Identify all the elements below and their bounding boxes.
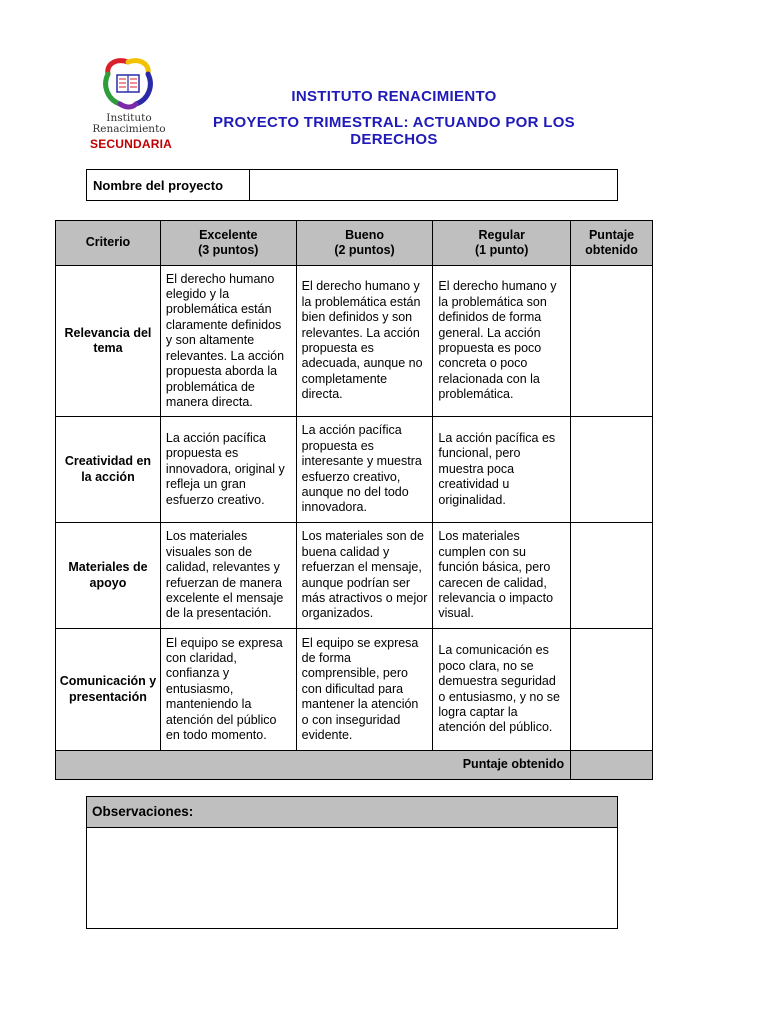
header-regular: Regular (1 punto) (433, 221, 571, 266)
logo-line-secundaria: SECUNDARIA (90, 137, 173, 151)
header-puntaje: Puntaje obtenido (571, 221, 653, 266)
rubric-header-row (56, 221, 653, 266)
logo-line-instituto: Instituto (106, 112, 152, 124)
excelente-cell: La acción pacífica propuesta es innovadora, original y refleja un gran esfuerzo creativo. (160, 417, 296, 523)
score-cell[interactable] (571, 629, 653, 751)
total-label: Puntaje obtenido (56, 751, 571, 780)
header-title: INSTITUTO RENACIMIENTO (291, 88, 497, 105)
regular-cell: Los materiales cumplen con su función básica, pero carecen de calidad, relevancia o impacto visual. (433, 523, 571, 629)
excelente-cell: El equipo se expresa con claridad, confianza y entusiasmo, manteniendo la atención del público en todo momento. (160, 629, 296, 751)
header-excelente: Excelente (3 puntos) (160, 221, 296, 266)
excelente-cell: El derecho humano elegido y la problemática están claramente definidos y son altamente relevantes. La acción propuesta aborda la problemática de manera directa. (160, 266, 296, 417)
rubric-row-comunicacion (56, 629, 653, 751)
rubric-row-materiales (56, 523, 653, 629)
rubric-row-relevancia (56, 266, 653, 417)
project-name-label: Nombre del proyecto (87, 170, 250, 201)
criterion-cell: Materiales de apoyo (56, 523, 161, 629)
bueno-cell: El equipo se expresa de forma comprensible, pero con dificultad para mantener la atención o con inseguridad evidente. (296, 629, 433, 751)
project-name-table (86, 169, 618, 201)
score-cell[interactable] (571, 523, 653, 629)
observations-box (86, 796, 618, 929)
rubric-total-row (56, 751, 653, 780)
regular-cell: La comunicación es poco clara, no se demuestra seguridad o entusiasmo, y no se logra captar la atención del público. (433, 629, 571, 751)
bueno-cell: Los materiales son de buena calidad y refuerzan el mensaje, aunque podrían ser más atractivos o mejor organizados. (296, 523, 433, 629)
school-emblem-icon (98, 56, 158, 112)
bueno-cell: El derecho humano y la problemática están bien definidos y son relevantes. La acción propuesta es adecuada, aunque no completamente directa. (296, 266, 433, 417)
criterion-cell: Comunicación y presentación (56, 629, 161, 751)
total-score-cell[interactable] (571, 751, 653, 780)
school-logo (90, 56, 173, 154)
regular-cell: La acción pacífica es funcional, pero muestra poca creatividad u originalidad. (433, 417, 571, 523)
rubric-table (55, 220, 653, 780)
score-cell[interactable] (571, 266, 653, 417)
bueno-cell: La acción pacífica propuesta es interesante y muestra esfuerzo creativo, aunque no del todo innovadora. (296, 417, 433, 523)
project-name-field[interactable] (250, 170, 618, 201)
criterion-cell: Creatividad en la acción (56, 417, 161, 523)
observations-field[interactable] (87, 828, 617, 928)
header-bueno: Bueno (2 puntos) (296, 221, 433, 266)
observations-label: Observaciones: (87, 797, 617, 828)
header-criterio: Criterio (56, 221, 161, 266)
header-subtitle: PROYECTO TRIMESTRAL: ACTUANDO POR LOS DERECHOS (213, 114, 575, 148)
score-cell[interactable] (571, 417, 653, 523)
regular-cell: El derecho humano y la problemática son definidos de forma general. La acción propuesta es poco concreta o poco relacionada con la problemática. (433, 266, 571, 417)
rubric-row-creatividad (56, 417, 653, 523)
criterion-cell: Relevancia del tema (56, 266, 161, 417)
logo-line-renacimiento: Renacimiento (92, 123, 166, 135)
excelente-cell: Los materiales visuales son de calidad, relevantes y refuerzan de manera excelente el mensaje de la presentación. (160, 523, 296, 629)
